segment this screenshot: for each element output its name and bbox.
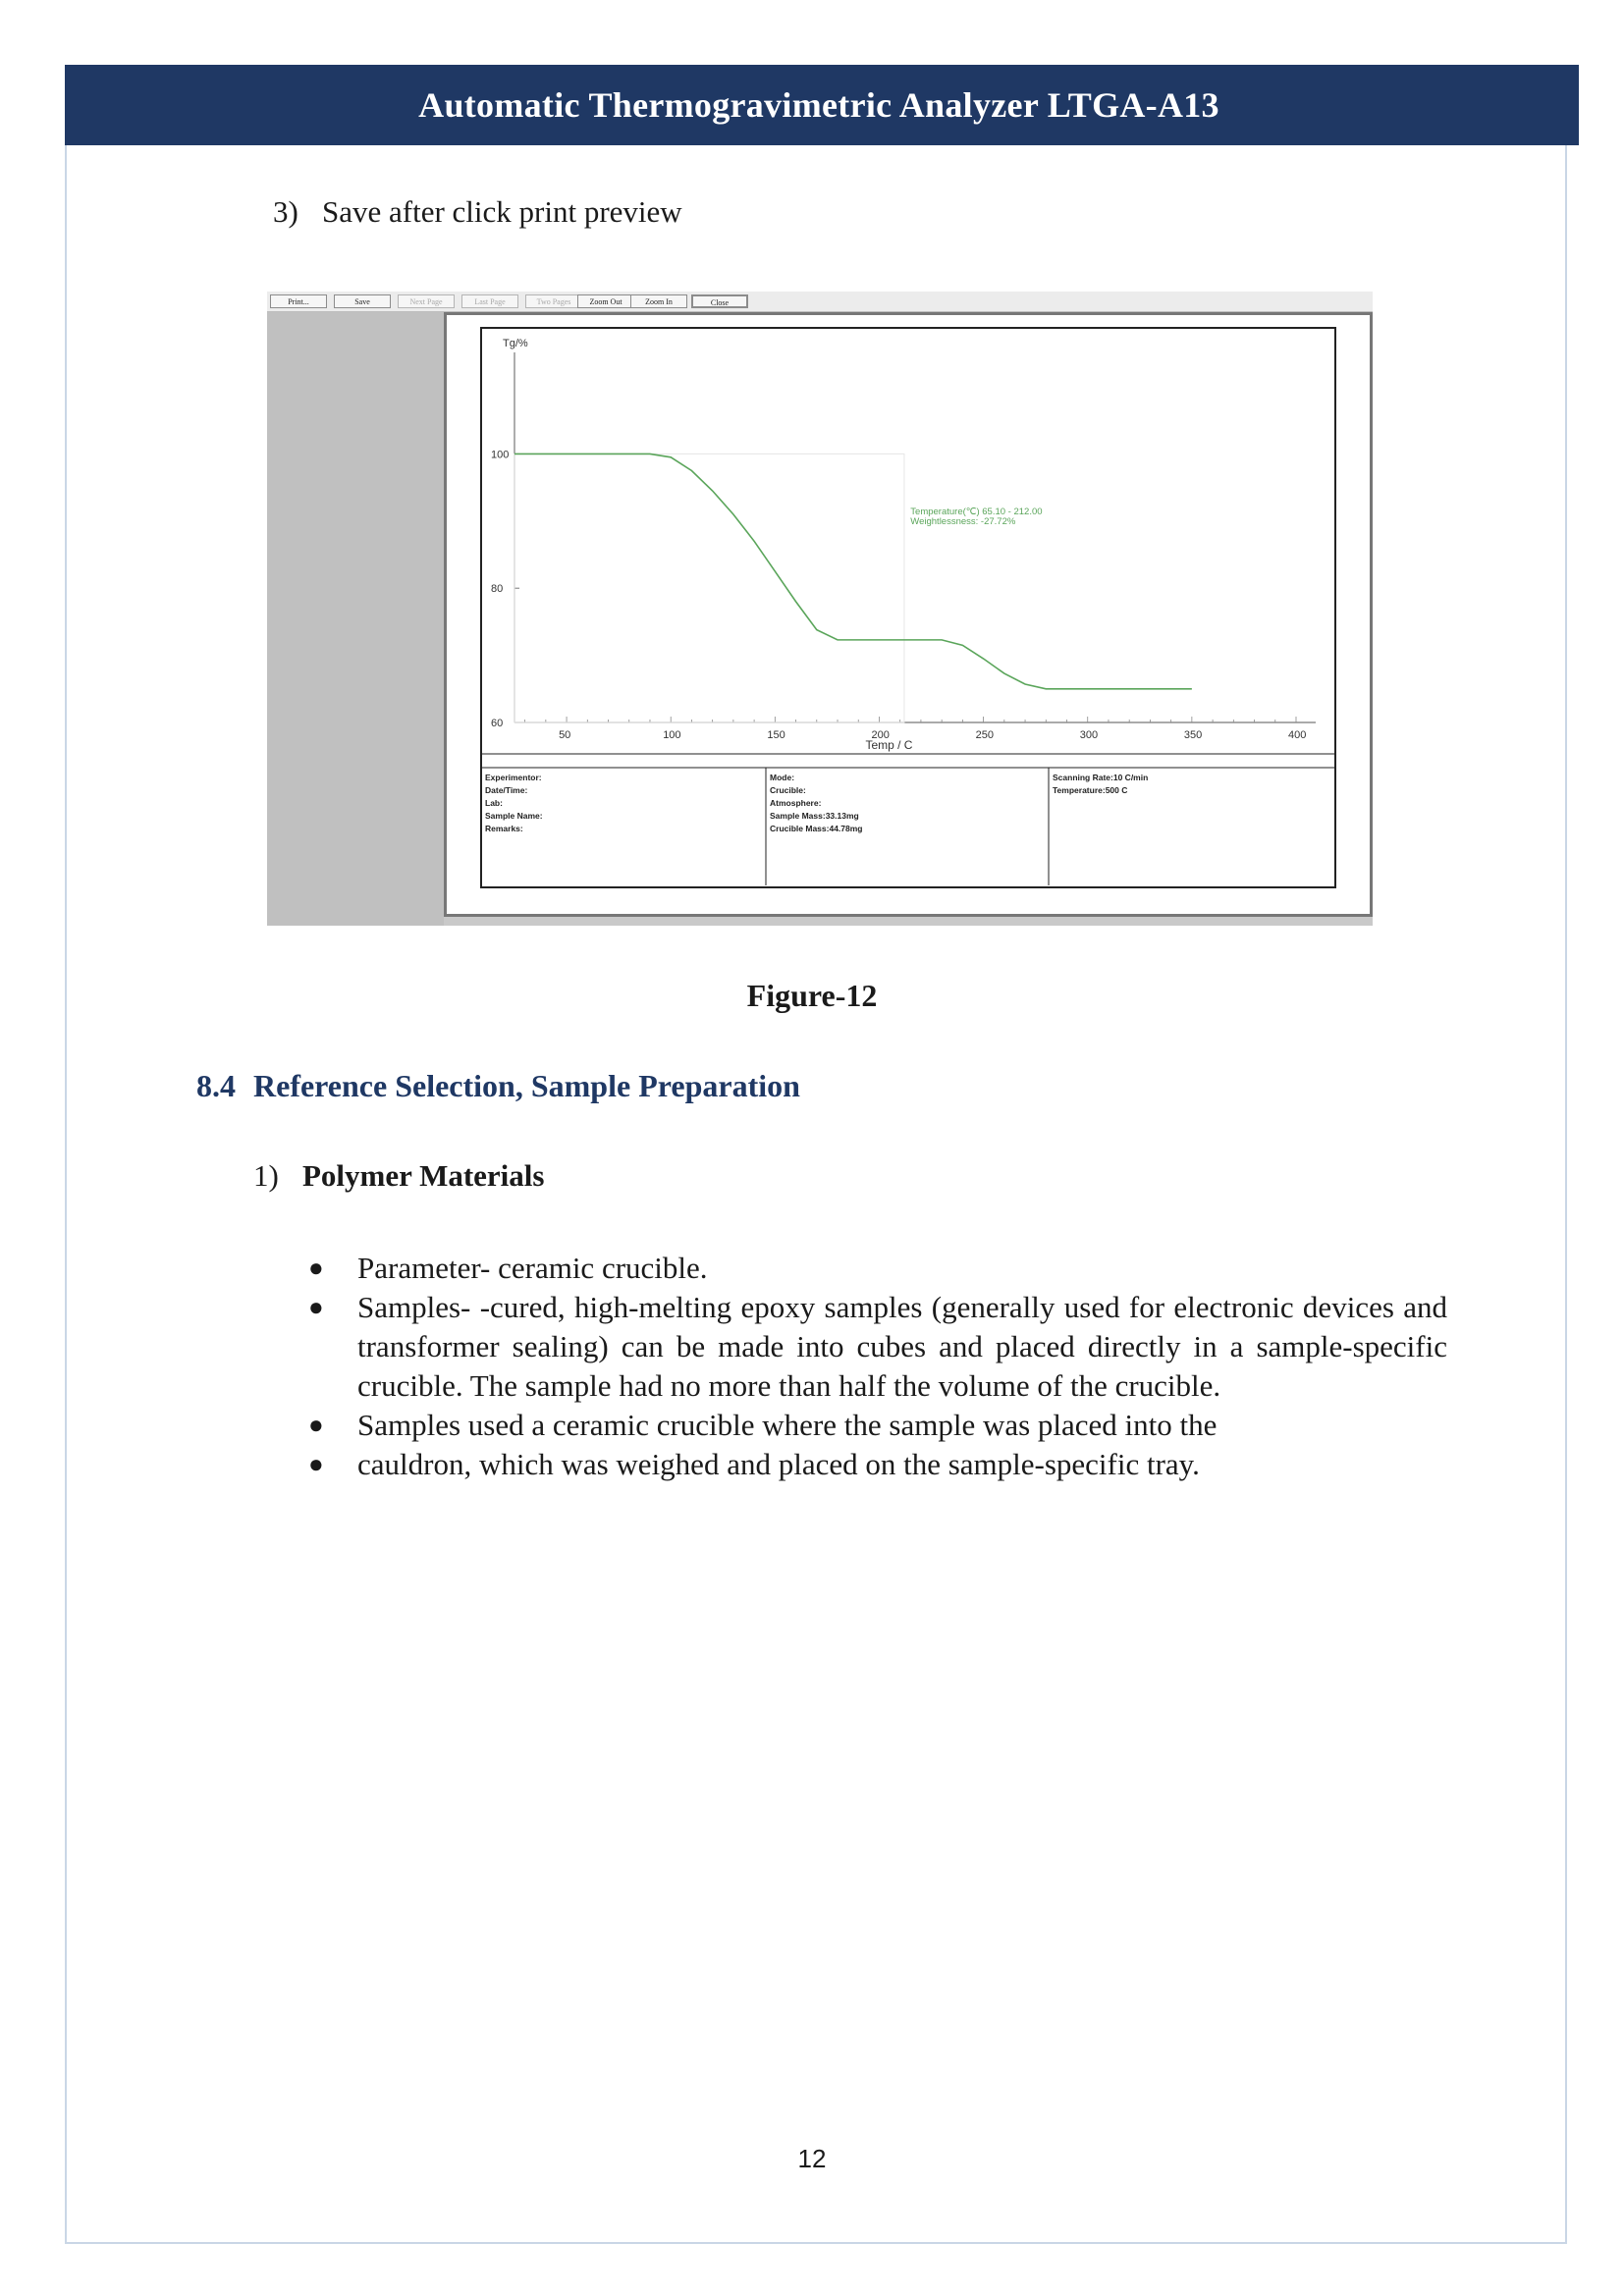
two-pages-button[interactable]: Two Pages <box>525 294 582 308</box>
list-item <box>304 1406 1447 1445</box>
figure-caption: Figure-12 <box>746 978 878 1013</box>
step-number: 3) <box>273 194 298 229</box>
list-item-text: Parameter- ceramic crucible. <box>357 1251 708 1285</box>
step-text: Save after click print preview <box>322 194 682 229</box>
step-instruction <box>273 194 682 230</box>
y-tick-label: 100 <box>491 449 510 461</box>
document-header <box>65 65 1579 145</box>
bullet-icon: ● <box>308 1293 324 1321</box>
section-heading <box>196 1068 800 1104</box>
print-button[interactable]: Print... <box>270 294 327 308</box>
x-tick-label: 350 <box>1183 729 1203 741</box>
last-page-button[interactable]: Last Page <box>461 294 518 308</box>
bullet-icon: ● <box>308 1411 324 1439</box>
list-item-text: Samples used a ceramic crucible where the sample was placed into the <box>357 1408 1218 1442</box>
y-tick-label: 80 <box>491 583 504 596</box>
info-field-col2: Mode: <box>770 773 795 782</box>
subsection-number: 1) <box>253 1158 279 1193</box>
x-tick-label: 250 <box>975 729 994 741</box>
info-field-col2: Crucible: <box>770 785 806 795</box>
close-button[interactable]: Close <box>691 294 748 308</box>
subsection-title: Polymer Materials <box>302 1158 545 1193</box>
info-field-col1: Lab: <box>485 798 503 808</box>
section-number: 8.4 <box>196 1068 236 1103</box>
annotation-weightlessness: Weightlessness: -27.72% <box>910 516 1016 528</box>
next-page-button[interactable]: Next Page <box>398 294 455 308</box>
header-title: Automatic Thermogravimetric Analyzer LTGA-A13 <box>418 85 1219 125</box>
bullet-icon: ● <box>308 1450 324 1478</box>
print-preview-screenshot <box>267 292 1373 926</box>
info-field-col3: Scanning Rate:10 C/min <box>1053 773 1149 782</box>
page-number: 12 <box>797 2144 827 2173</box>
info-field-col3: Temperature:500 C <box>1053 785 1128 795</box>
zoom-out-button[interactable]: Zoom Out <box>577 294 634 308</box>
x-tick-label: 400 <box>1288 729 1307 741</box>
x-tick-label: 300 <box>1079 729 1099 741</box>
info-field-col2: Sample Mass:33.13mg <box>770 811 859 821</box>
info-field-col1: Date/Time: <box>485 785 528 795</box>
x-tick-label: 100 <box>663 729 681 741</box>
x-tick-label: 200 <box>871 729 890 741</box>
x-axis-title: Temp / C <box>865 738 913 752</box>
info-field-col1: Remarks: <box>485 824 523 833</box>
x-tick-label: 150 <box>767 729 785 741</box>
tga-chart <box>267 292 1373 926</box>
bullet-icon: ● <box>308 1254 324 1282</box>
annotation-temperature: Temperature(℃) 65.10 - 212.00 <box>910 506 1043 517</box>
list-item <box>304 1249 1447 1288</box>
info-field-col2: Crucible Mass:44.78mg <box>770 824 863 833</box>
x-tick-label: 50 <box>559 729 571 741</box>
list-item <box>304 1288 1447 1406</box>
list-item-text: cauldron, which was weighed and placed on the sample-specific tray. <box>357 1447 1200 1481</box>
bullet-list <box>304 1249 1447 1484</box>
info-field-col2: Atmosphere: <box>770 798 822 808</box>
report-frame <box>481 328 1335 887</box>
zoom-in-button[interactable]: Zoom In <box>630 294 687 308</box>
y-tick-label: 60 <box>491 718 504 729</box>
list-item-text: Samples- -cured, high-melting epoxy samples (generally used for electronic devices and transformer sealing) can be made into cubes and placed directly in a sample-specific crucible. The sample had no more than half the volume of the crucible. <box>357 1290 1447 1403</box>
save-button[interactable]: Save <box>334 294 391 308</box>
list-item <box>304 1445 1447 1484</box>
y-axis-title: Tg/% <box>503 338 528 349</box>
section-title: Reference Selection, Sample Preparation <box>253 1068 800 1103</box>
subsection-heading <box>253 1158 544 1194</box>
info-field-col1: Sample Name: <box>485 811 543 821</box>
info-field-col1: Experimentor: <box>485 773 542 782</box>
